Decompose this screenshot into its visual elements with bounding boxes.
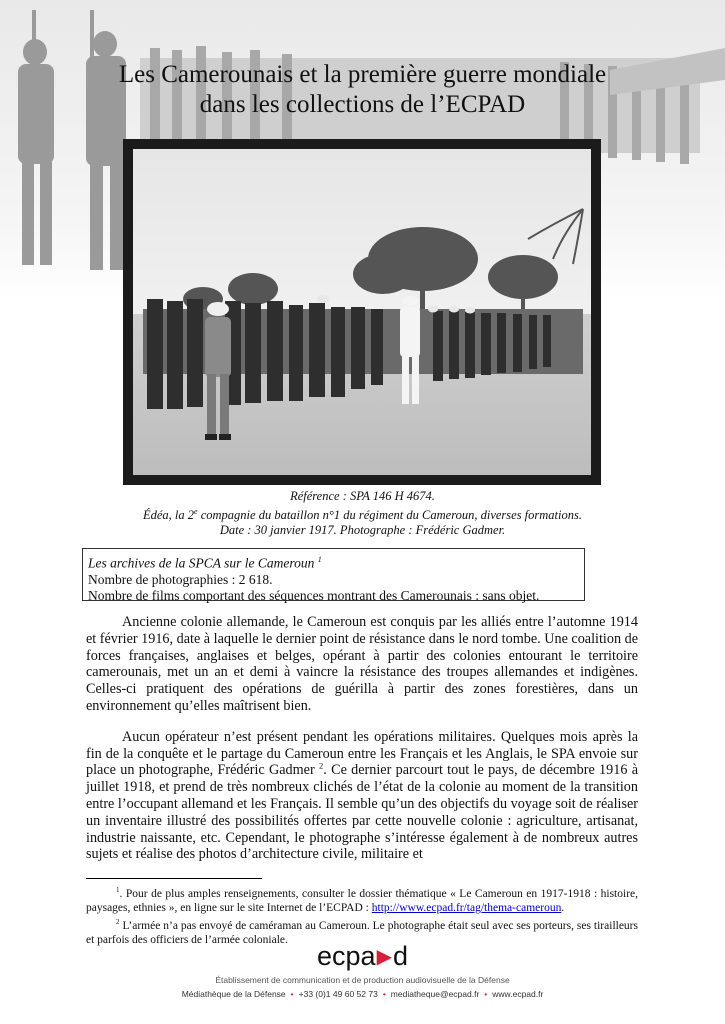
soldiers-parade-illustration: [133, 149, 591, 475]
page-title: [60, 60, 665, 120]
caption-ordinal-sup: e: [194, 507, 198, 516]
logo-text-left: ecpa: [317, 941, 376, 971]
ecpad-logo: [0, 941, 725, 972]
contact-website[interactable]: www.ecpad.fr: [492, 989, 544, 999]
caption-description-start: Édéa, la 2: [143, 508, 195, 523]
title-line-2: dans les collections de l’ECPAD: [199, 91, 526, 118]
title-line-1: Les Camerounais et la première guerre mondiale: [118, 61, 607, 88]
footnote-1-end: .: [561, 901, 565, 914]
separator-dot: •: [484, 989, 488, 999]
footnote-1: [86, 883, 638, 915]
paragraph-2-start: Aucun opérateur n’est présent pendant les opérations militaires. Quelques mois après la fin de la conquête et le partage du Cameroun entre les Français et les Anglais, le SPA envoie sur place un photographe, Frédéric Gadmer: [86, 728, 638, 779]
footnote-ref-1[interactable]: 1: [317, 555, 322, 564]
separator-dot: •: [290, 989, 294, 999]
photograph-image: [133, 149, 591, 475]
archive-photograph: [123, 139, 601, 485]
ecpad-cameroun-link[interactable]: http://www.ecpad.fr/tag/thema-cameroun: [371, 901, 562, 914]
body-text: [86, 614, 638, 877]
paragraph-1: Ancienne colonie allemande, le Cameroun est conquis par les alliés entre l’automne 1914 et février 1916, date à laquelle le dernier point de résistance dans le nord tombe. Une coalition de forces françaises, anglaises et belges, opérant à partir des colonies entourant le territoire camerounais, met un an et demi à vaincre la résistance des troupes allemandes et indigènes. Celles-ci pratiquent des opérations de guérilla à partir des zones forestières, dans un environnement qu’elles maîtrisent bien.: [86, 614, 638, 714]
paragraph-2-end: . Ce dernier parcourt tout le pays, de décembre 1916 à juillet 1918, et prend de très nombreux clichés de l’état de la colonie au moment de la transition entre l’occupant allemand et les Français. Il semble qu’un des objectifs du voyage soit de réaliser un inventaire illustré des possibilités offertes par cette nouvelle colonie : agriculture, artisanat, industrie naissante, etc. Cependant, le photographe s’intéresse également à de nombreux autres sujets et réalise des photos d’architecture civile, militaire et: [86, 762, 638, 863]
footnote-divider: [86, 878, 262, 879]
contact-email[interactable]: mediatheque@ecpad.fr: [390, 989, 480, 999]
organization-name: Établissement de communication et de production audiovisuelle de la Défense: [215, 975, 510, 985]
footnote-ref-2[interactable]: 2: [319, 760, 324, 771]
separator-dot: •: [382, 989, 386, 999]
footnote-2-number: 2: [116, 917, 120, 926]
footnote-1-text: . Pour de plus amples renseignements, consulter le dossier thématique « Le Cameroun en 1917-1918 : histoire, paysages, ethnies », en ligne sur le site Internet de l’ECPAD :: [86, 887, 638, 914]
archive-info-box: [82, 548, 585, 601]
footnote-1-number: 1: [116, 886, 120, 894]
footnote-2-text: L’armée n’a pas envoyé de caméraman au Cameroun. Le photographe était seul avec ses porteurs, ses tirailleurs et parfois des officiers de l’armée coloniale.: [86, 919, 638, 946]
archive-box-title: [88, 552, 579, 572]
photo-caption: [80, 489, 645, 538]
archive-film-count: Nombre de films comportant des séquences montrant des Camerounais : sans objet.: [88, 587, 540, 603]
contact-line: [0, 989, 725, 999]
logo-text-right: d: [392, 941, 408, 971]
archive-box-title-text: Les archives de la SPCA sur le Cameroun: [88, 555, 318, 571]
play-triangle-icon: ▶: [376, 946, 392, 968]
caption-date-photographer: Date : 30 janvier 1917. Photographe : Frédéric Gadmer.: [219, 523, 506, 538]
contact-mediatheque: Médiathèque de la Défense: [181, 989, 286, 999]
contact-phone[interactable]: +33 (0)1 49 60 52 73: [298, 989, 378, 999]
caption-description: [80, 504, 645, 523]
archive-photo-count: Nombre de photographies : 2 618.: [88, 571, 273, 587]
footnotes: [86, 883, 638, 947]
caption-description-end: compagnie du bataillon n°1 du régiment du Cameroun, diverses formations.: [197, 508, 582, 523]
caption-reference: Référence : SPA 146 H 4674.: [290, 489, 435, 503]
paragraph-2: [86, 729, 638, 863]
